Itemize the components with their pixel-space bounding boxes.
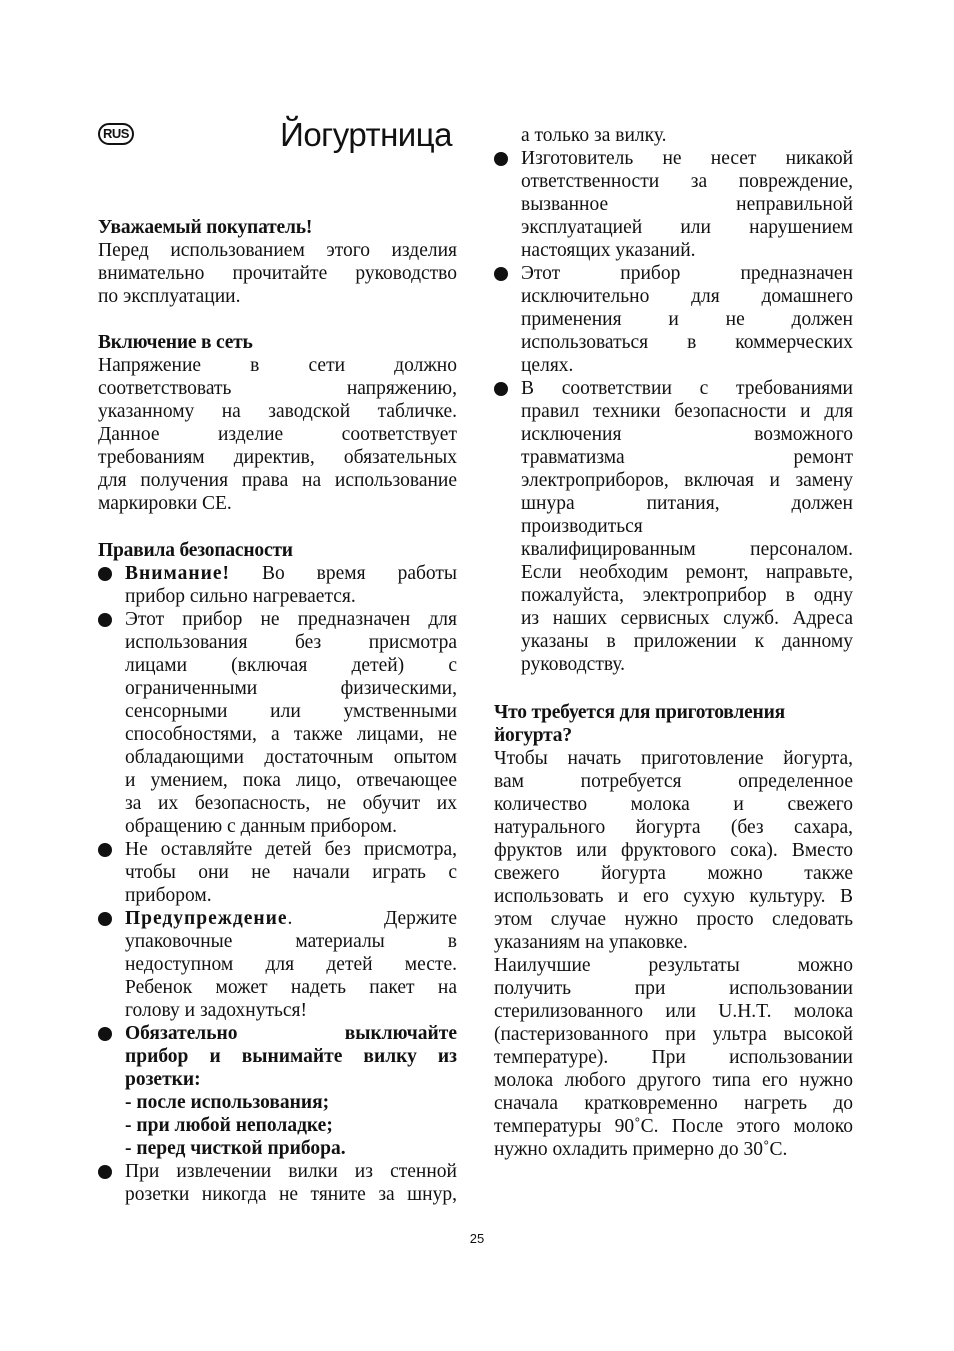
text-line: целях. <box>521 355 574 376</box>
text-line: для получения права на использование <box>98 470 457 491</box>
text-line: лицами (включая детей) с <box>125 655 457 676</box>
warning-text: . Держите <box>287 908 457 929</box>
continued-line: а только за вилку. <box>521 125 667 146</box>
text-line: молока любого другого типа его нужно <box>494 1070 853 1091</box>
text-line: исключения возможного <box>521 424 853 445</box>
text-line: прибор и вынимайте вилку из <box>125 1046 457 1067</box>
text-line: (пастеризованного при ультра высокой <box>494 1024 853 1045</box>
household-text <box>521 262 853 377</box>
text-line: способностями, а также лицами, не <box>125 724 457 745</box>
text-line: указаниям на упаковке. <box>494 932 688 953</box>
text-line: - при любой неполадке; <box>125 1115 333 1136</box>
text-line: розетки никогда не тяните за шнур, <box>125 1184 457 1205</box>
text-line: фруктов или фруктового сока). Вместо <box>494 840 853 861</box>
bullet-dot-icon <box>494 267 508 281</box>
text-line: Данное изделие соответствует <box>98 424 457 445</box>
text-line: пожалуйста, электроприбор в одну <box>521 585 853 606</box>
text-line: недоступном для детей месте. <box>125 954 457 975</box>
text-line: этом случае нужно просто следовать <box>494 909 853 930</box>
safety-item-attention <box>98 562 457 608</box>
text-line: - перед чисткой прибора. <box>125 1138 346 1159</box>
text-line: розетки: <box>125 1069 201 1090</box>
text-line: обладающими достаточным опытом <box>125 747 457 768</box>
text-line: Не оставляйте детей без присмотра, <box>125 839 457 860</box>
text-line: получить при использовании <box>494 978 853 999</box>
text-line: травматизма ремонт <box>521 447 853 468</box>
supervision-text <box>125 608 457 838</box>
text-line: использования без присмотра <box>125 632 457 653</box>
safety-item-unplug <box>98 1022 457 1091</box>
bullet-dot-icon <box>98 567 112 581</box>
page-title: Йогуртница <box>280 116 452 153</box>
pull-plug-text <box>125 1160 457 1206</box>
bullet-dot-icon <box>494 152 508 166</box>
safety-item-pull-plug <box>98 1160 457 1206</box>
text-line: нужно охладить примерно до 30˚C. <box>494 1139 788 1160</box>
attention-label: Внимание! <box>125 563 230 584</box>
text-line: прибор сильно нагревается. <box>125 586 356 607</box>
text-line: свежего йогурта можно также <box>494 863 853 884</box>
text-line: прибором. <box>125 885 212 906</box>
text-line: вам потребуется определенное <box>494 771 853 792</box>
children-text <box>125 838 457 907</box>
text-line: Этот прибор не предназначен для <box>125 609 457 630</box>
safety-item-warning <box>98 907 457 1022</box>
lang-badge: RUS <box>98 123 134 145</box>
safety-heading: Правила безопасности <box>98 540 293 561</box>
text-line: В соответствии с требованиями <box>521 378 853 399</box>
text-line: квалифицированным персоналом. <box>521 539 853 560</box>
text-line: голову и задохнуться! <box>125 1000 307 1021</box>
text-line: использоваться в коммерческих <box>521 332 853 353</box>
warning-label: Предупреждение <box>125 908 288 929</box>
unplug-text <box>125 1022 457 1091</box>
attention-text: Во время работы <box>261 563 458 584</box>
text-line: из наших сервисных служб. Адреса <box>521 608 853 629</box>
text-line: Наилучшие результаты можно <box>494 955 853 976</box>
power-text <box>98 354 457 515</box>
text-line: температуре). При использовании <box>494 1047 853 1068</box>
text-line: использовать и его сухую культуру. В <box>494 886 853 907</box>
text-line: электроприборов, включая и замену <box>521 470 853 491</box>
safety-item-children <box>98 838 457 907</box>
text-line: Напряжение в сети должно <box>98 355 457 376</box>
text-line: Ребенок может надеть пакет на <box>125 977 457 998</box>
text-line: Этот прибор предназначен <box>521 263 853 284</box>
bullet-dot-icon <box>98 912 112 926</box>
text-line: указанному на заводской табличке. <box>98 401 457 422</box>
text-line: - после использования; <box>125 1092 330 1113</box>
text-line: сначала кратковременно нагреть до <box>494 1093 853 1114</box>
text-line: эксплуатацией или нарушением <box>521 217 853 238</box>
text-line: маркировки CE. <box>98 493 232 514</box>
bullet-dot-icon <box>98 1165 112 1179</box>
text-line: исключительно для домашнего <box>521 286 853 307</box>
text-line: по эксплуатации. <box>98 286 241 307</box>
text-line: и умением, пока лицо, отвечающее <box>125 770 457 791</box>
text-line: температуры 90˚C. После этого молоко <box>494 1116 853 1137</box>
power-heading: Включение в сеть <box>98 332 253 353</box>
text-line: Изготовитель не несет никакой <box>521 148 853 169</box>
attention-lines <box>125 585 457 608</box>
unplug-sublist <box>98 1091 457 1160</box>
dear-text <box>98 239 457 308</box>
bullet-dot-icon <box>98 1027 112 1041</box>
text-line: ответственности за повреждение, <box>521 171 853 192</box>
liability-text <box>521 147 853 262</box>
safety-item-liability <box>494 147 853 262</box>
text-line: стерилизованного или U.H.T. молока <box>494 1001 853 1022</box>
text-line: шнура питания, должен <box>521 493 853 514</box>
text-line: применения и не должен <box>521 309 853 330</box>
text-line: При извлечении вилки из стенной <box>125 1161 457 1182</box>
page-number: 25 <box>469 1231 485 1246</box>
text-line: йогурта? <box>494 725 572 746</box>
warning-lines <box>125 930 457 1022</box>
text-line: упаковочные материалы в <box>125 931 457 952</box>
text-line: количество молока и свежего <box>494 794 853 815</box>
text-line: натурального йогурта (без сахара, <box>494 817 853 838</box>
safety-item-repair <box>494 377 853 676</box>
safety-item-household <box>494 262 853 377</box>
best-results-text <box>494 954 853 1161</box>
bullet-dot-icon <box>98 613 112 627</box>
text-line: производиться <box>521 516 643 537</box>
text-line: обращению с данным прибором. <box>125 816 397 837</box>
text-line: вызванное неправильной <box>521 194 853 215</box>
text-line: внимательно прочитайте руководство <box>98 263 457 284</box>
bullet-dot-icon <box>494 382 508 396</box>
safety-item-supervision <box>98 608 457 838</box>
bullet-dot-icon <box>98 843 112 857</box>
text-line: за их безопасность, не обучит их <box>125 793 457 814</box>
text-line: указаны в приложении к данному <box>521 631 853 652</box>
text-line: требованиям директив, обязательных <box>98 447 457 468</box>
text-line: правил техники безопасности и для <box>521 401 853 422</box>
text-line: соответствовать напряжению, <box>98 378 457 399</box>
need-heading <box>494 701 853 747</box>
text-line: Чтобы начать приготовление йогурта, <box>494 748 853 769</box>
text-line: Обязательно выключайте <box>125 1023 457 1044</box>
text-line: Если необходим ремонт, направьте, <box>521 562 853 583</box>
text-line: ограниченными физическими, <box>125 678 457 699</box>
text-line: настоящих указаний. <box>521 240 696 261</box>
text-line: Перед использованием этого изделия <box>98 240 457 261</box>
repair-text <box>521 377 853 676</box>
need-text <box>494 747 853 954</box>
text-line: сенсорными или умственными <box>125 701 457 722</box>
text-line: руководству. <box>521 654 626 675</box>
dear-heading: Уважаемый покупатель! <box>98 217 313 238</box>
text-line: чтобы они не начали играть с <box>125 862 457 883</box>
text-line: Что требуется для приготовления <box>494 702 785 723</box>
